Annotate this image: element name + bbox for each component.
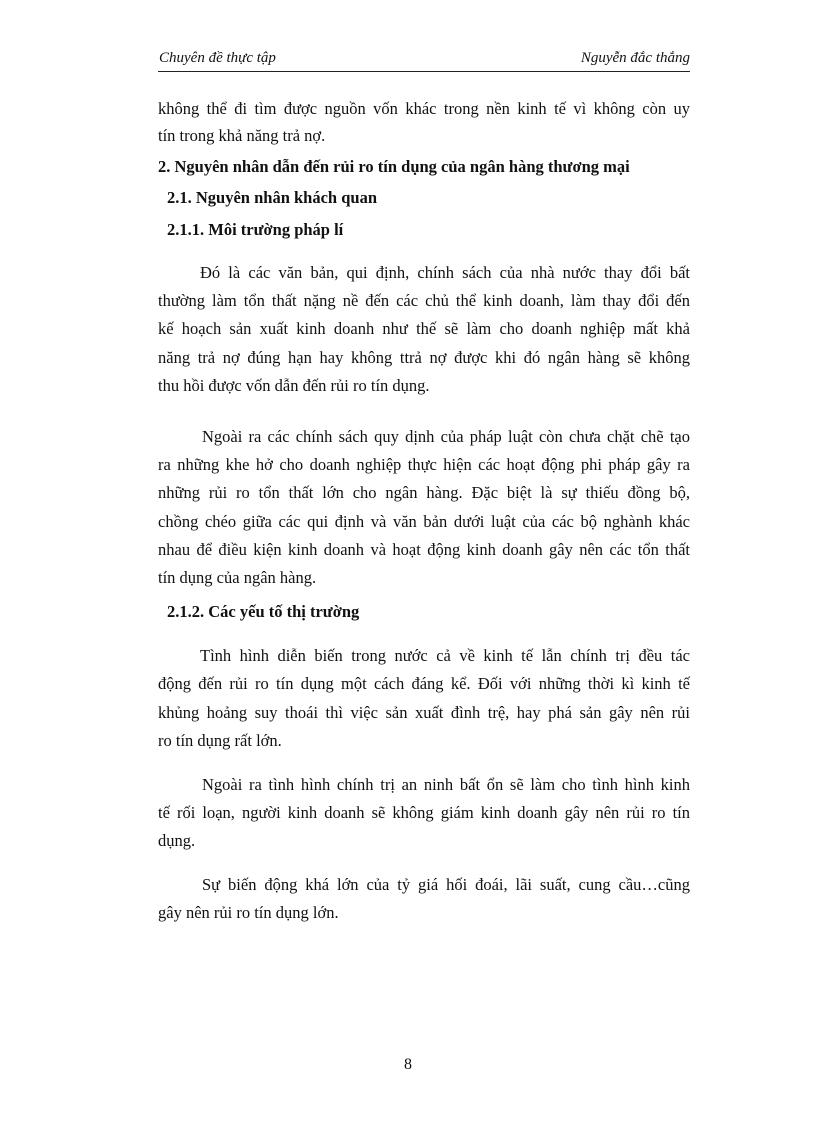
paragraph-line: ra những khe hở cho doanh nghiệp thực hiện các hoạt động phi pháp gây ra — [158, 455, 690, 474]
header-author-name: Nguyễn đắc thắng — [580, 50, 690, 66]
paragraph-line: Sự biến động khá lớn của tỷ giá hối đoái, lãi suất, cung cầu…cũng — [202, 875, 690, 894]
paragraph-line: chồng chéo giữa các qui định và văn bản dưới luật của các bộ nghành khác — [158, 512, 690, 531]
paragraph-line: thường làm tổn thất nặng nề đến các chủ thể kinh doanh, làm thay đổi đến — [158, 291, 690, 310]
paragraph-line: những rủi ro tổn thất lớn cho ngân hàng. Đặc biệt là sự thiếu đồng bộ, — [158, 483, 690, 502]
paragraph-line: kế hoạch sản xuất kinh doanh như thế sẽ làm cho doanh nghiệp mất khả — [158, 319, 690, 338]
paragraph-line: thu hồi được vốn dẫn đến rủi ro tín dụng. — [158, 376, 430, 395]
paragraph-line: khủng hoảng suy thoái thì việc sản xuất đình trệ, hay phá sản gây nên rủi — [158, 703, 690, 722]
paragraph-line: Ngoài ra tình hình chính trị an ninh bất ổn sẽ làm cho tình hình kinh — [202, 775, 690, 794]
paragraph-line: nhau để điều kiện kinh doanh và hoạt động kinh doanh gây nên các tổn thất — [158, 540, 690, 559]
paragraph-line: tế rối loạn, người kinh doanh sẽ không giám kinh doanh gây nên rủi ro tín — [158, 803, 690, 822]
page-number: 8 — [404, 1056, 412, 1073]
subsection-heading: 2.1. Nguyên nhân khách quan — [167, 188, 378, 207]
section-heading: 2. Nguyên nhân dẫn đến rủi ro tín dụng của ngân hàng thương mại — [158, 157, 630, 176]
page-header — [158, 44, 690, 72]
paragraph-line: Ngoài ra các chính sách quy dịnh của pháp luật còn chưa chặt chẽ tạo — [202, 427, 690, 446]
header-document-title: Chuyên đề thực tập — [159, 50, 276, 66]
paragraph-line: tín trong khả năng trả nợ. — [158, 126, 326, 145]
paragraph-line: tín dụng của ngân hàng. — [158, 568, 317, 587]
paragraph-line: dụng. — [158, 831, 196, 850]
subsubsection-heading: 2.1.1. Môi trường pháp lí — [167, 220, 344, 239]
paragraph-line: ro tín dụng rất lớn. — [158, 731, 282, 750]
paragraph-line: Đó là các văn bản, qui định, chính sách của nhà nước thay đổi bất — [200, 263, 690, 282]
paragraph-line: gây nên rủi ro tín dụng lớn. — [158, 903, 339, 922]
paragraph-line: không thể đi tìm được nguồn vốn khác trong nền kinh tế vì không còn uy — [158, 99, 690, 118]
paragraph-line: Tình hình diễn biến trong nước cả về kinh tế lẫn chính trị đều tác — [200, 646, 690, 665]
paragraph-line: năng trả nợ đúng hạn hay không ttrả nợ được khi đó ngân hàng sẽ không — [158, 348, 690, 367]
subsubsection-heading: 2.1.2. Các yếu tố thị trường — [167, 602, 360, 621]
paragraph-line: động đến rủi ro tín dụng một cách đáng kể. Đối với những thời kì kinh tế — [158, 674, 690, 693]
